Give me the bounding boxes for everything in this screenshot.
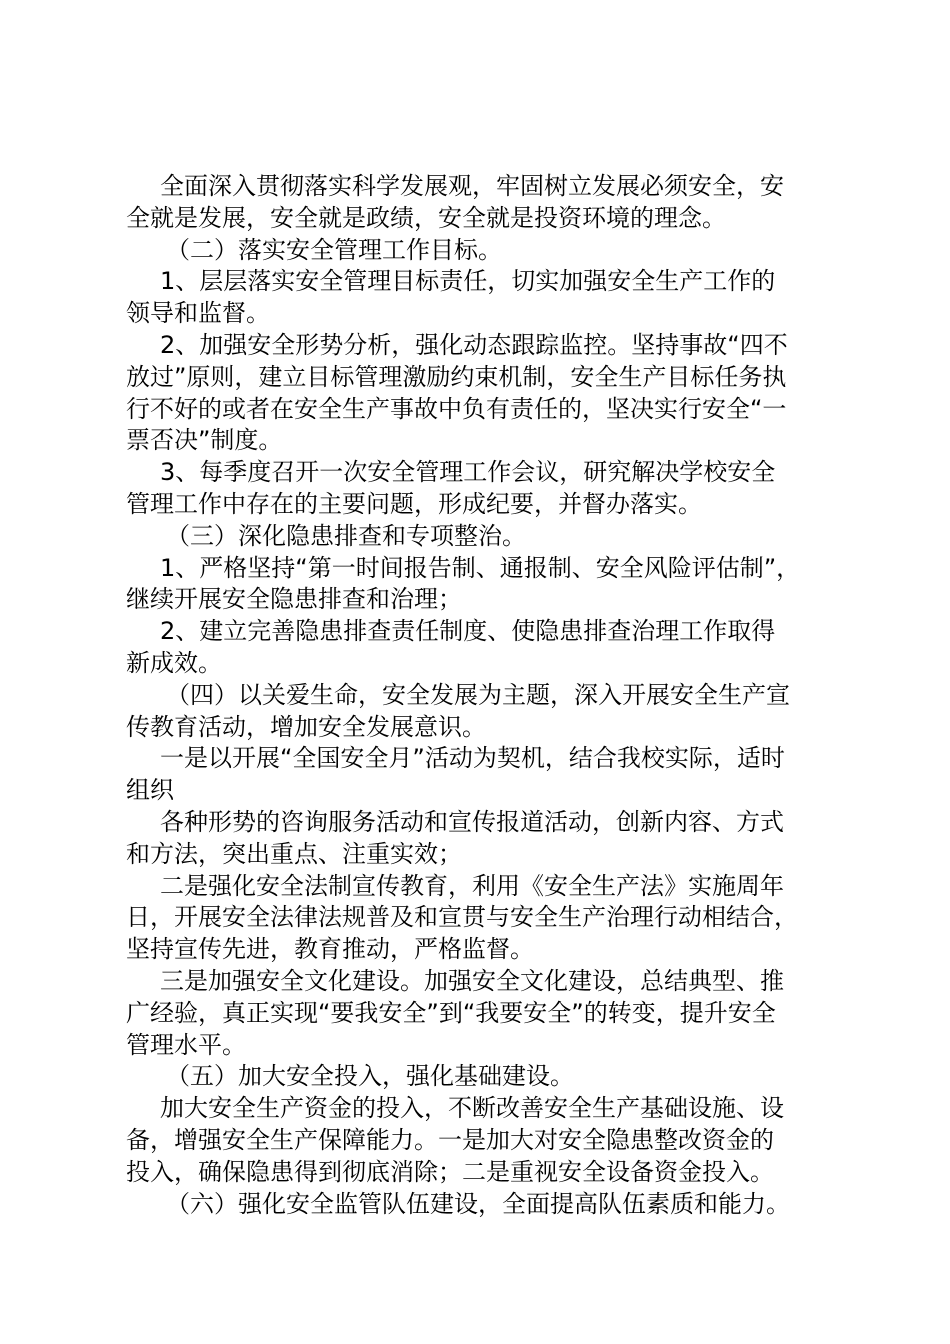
document-page [126, 171, 840, 1220]
text-line: 领导和监督。 [126, 299, 270, 328]
text-line: 全就是发展，安全就是政绩，安全就是投资环境的理念。 [126, 203, 726, 232]
text-line: 坚持宣传先进，教育推动，严格监督。 [126, 935, 534, 964]
text-line: 行不好的或者在安全生产事故中负有责任的，坚决实行安全“一 [126, 394, 787, 423]
text-line: 继续开展安全隐患排查和治理； [126, 585, 462, 614]
text-line: 广经验，真正实现“要我安全”到“我要安全”的转变，提升安全 [126, 998, 776, 1027]
text-line: 放过”原则，建立目标管理激励约束机制，安全生产目标任务执 [126, 362, 787, 391]
text-line: 加大安全生产资金的投入，不断改善安全生产基础设施、设 [160, 1094, 784, 1123]
text-line: 二是强化安全法制宣传教育，利用《安全生产法》实施周年 [160, 871, 784, 900]
text-line: 2、建立完善隐患排查责任制度、使隐患排查治理工作取得 [160, 617, 776, 646]
document-body [126, 171, 840, 1220]
text-line: 投入，确保隐患得到彻底消除；二是重视安全设备资金投入。 [126, 1157, 774, 1186]
text-line: 和方法，突出重点、注重实效； [126, 839, 462, 868]
text-line: 日，开展安全法律法规普及和宣贯与安全生产治理行动相结合， [126, 903, 798, 932]
text-line: 管理水平。 [126, 1030, 246, 1059]
text-line: 一是以开展“全国安全月”活动为契机，结合我校实际，适时 [160, 744, 785, 773]
text-line: 组织 [126, 776, 174, 805]
text-line: 票否决”制度。 [126, 426, 283, 455]
text-line: 2、加强安全形势分析，强化动态跟踪监控。坚持事故“四不 [160, 330, 788, 359]
section-heading: （三）深化隐患排查和专项整治。 [166, 521, 526, 550]
text-line: 备，增强安全生产保障能力。一是加大对安全隐患整改资金的 [126, 1125, 774, 1154]
section-heading: （六）强化安全监管队伍建设，全面提高队伍素质和能力。 [166, 1189, 790, 1218]
text-line: 3、每季度召开一次安全管理工作会议，研究解决学校安全 [160, 458, 776, 487]
text-line: 各种形势的咨询服务活动和宣传报道活动，创新内容、方式 [160, 807, 784, 836]
text-line: 新成效。 [126, 648, 222, 677]
section-heading: （五）加大安全投入，强化基础建设。 [166, 1062, 574, 1091]
section-heading: （二）落实安全管理工作目标。 [166, 235, 502, 264]
text-line: 1、层层落实安全管理目标责任，切实加强安全生产工作的 [160, 267, 776, 296]
text-line: 1、严格坚持“第一时间报告制、通报制、安全风险评估制”， [160, 553, 801, 582]
text-line: 三是加强安全文化建设。加强安全文化建设，总结典型、推 [160, 966, 784, 995]
text-line: 全面深入贯彻落实科学发展观，牢固树立发展必须安全，安 [160, 172, 784, 200]
text-line: 管理工作中存在的主要问题，形成纪要，并督办落实。 [126, 489, 702, 518]
section-heading: （四）以关爱生命，安全发展为主题，深入开展安全生产宣 [166, 680, 790, 709]
text-line: 传教育活动，增加安全发展意识。 [126, 712, 486, 741]
